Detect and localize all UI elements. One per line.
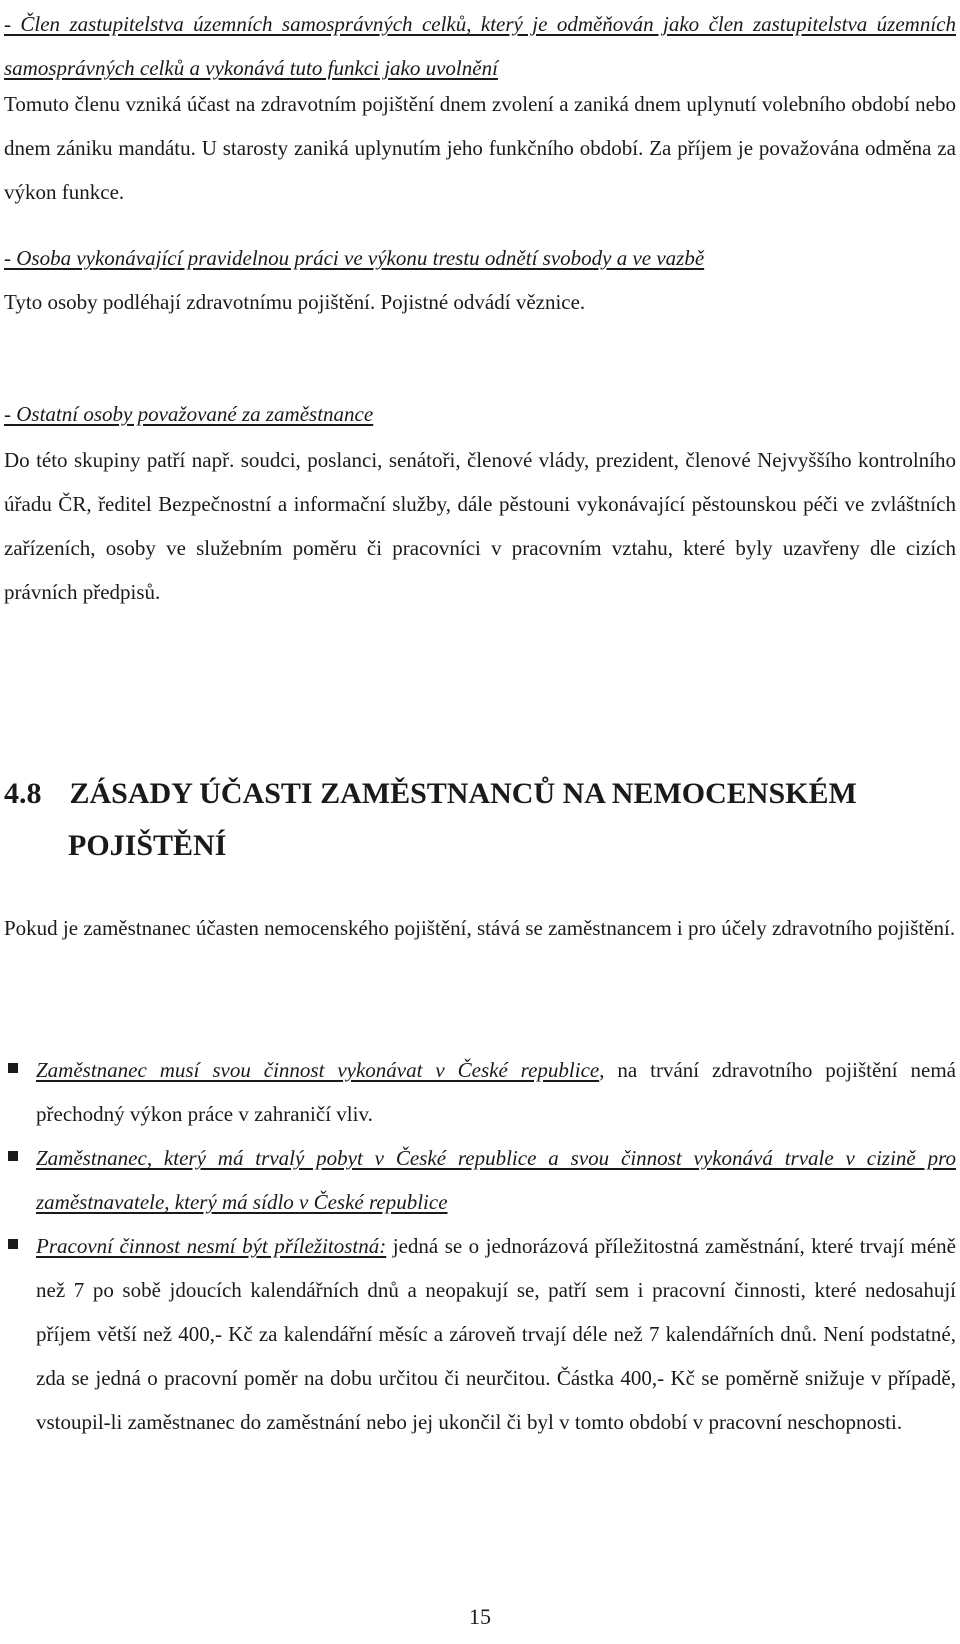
list-item-emphasis: Zaměstnanec, který má trvalý pobyt v České republice a svou činnost vykonává trvale v cizině pro zaměstnavatele, který má sídlo v České republice [36,1146,956,1214]
square-bullet-icon [8,1239,18,1249]
square-bullet-icon [8,1151,18,1161]
chapter-title-line1: ZÁSADY ÚČASTI ZAMĚSTNANCŮ NA NEMOCENSKÉM [69,777,857,810]
list-item-text: jedná se o jednorázová příležitostná zaměstnání, které trvají méně než 7 po sobě jdoucích kalendářních dnů a neopakují se, patří sem i pracovní činnosti, které nedosahují příjem větší než 400,- Kč za kalendářní měsíc a zároveň trvají déle než 7 kalendářních dnů. Není podstatné, zda se jedná o pracovní poměr na dobu určitou či neurčitou. Částka 400,- Kč se poměrně snižuje v případě, vstoupil-li zaměstnanec do zaměstnání nebo jej ukončil či byl v tomto období v pracovní neschopnosti. [36,1234,956,1434]
section-subheading-other-employees: - Ostatní osoby považované za zaměstnance [4,402,374,426]
square-bullet-icon [8,1063,18,1073]
chapter-heading [4,768,956,872]
list-item [4,1224,956,1444]
section-text-council-member: Tomuto členu vzniká účast na zdravotním pojištění dnem zvolení a zaniká dnem uplynutí volebního období nebo dnem zániku mandátu. U starosty zaniká uplynutím jeho funkčního období. Za příjem je považována odměna za výkon funkce. [4,92,956,204]
list-item-emphasis: Zaměstnanec musí svou činnost vykonávat v České republice [36,1058,600,1082]
list-item [4,1048,956,1136]
list-item-emphasis: Pracovní činnost nesmí být příležitostná: [36,1234,387,1258]
list-item [4,1136,956,1224]
section-subheading-prisoners: - Osoba vykonávající pravidelnou práci ve výkonu trestu odnětí svobody a ve vazbě [4,246,705,270]
section-subheading-council-member: - Člen zastupitelstva územních samosprávných celků, který je odměňován jako člen zastupitelstva územních samosprávných celků a vykonává tuto funkci jako uvolnění [4,12,956,80]
intro-paragraph: Pokud je zaměstnanec účasten nemocenského pojištění, stává se zaměstnancem i pro účely zdravotního pojištění. [4,916,956,940]
chapter-title-line2: POJIŠTĚNÍ [68,829,227,862]
section-text-other-employees: Do této skupiny patří např. soudci, poslanci, senátoři, členové vlády, prezident, členové Nejvyššího kontrolního úřadu ČR, ředitel Bezpečnostní a informační služby, dále pěstouni vykonávající pěstounskou péči ve zvláštních zařízeních, osoby ve služebním poměru či pracovníci v pracovním vztahu, které byly uzavřeny dle cizích právních předpisů. [4,448,956,604]
conditions-list [4,1048,956,1444]
chapter-number: 4.8 [4,777,42,810]
page-number: 15 [469,1604,491,1629]
list-item-text: , na trvání zdravotního pojištění nemá přechodný výkon práce v zahraničí vliv. [36,1058,956,1126]
section-text-prisoners: Tyto osoby podléhají zdravotnímu pojištění. Pojistné odvádí věznice. [4,290,586,314]
